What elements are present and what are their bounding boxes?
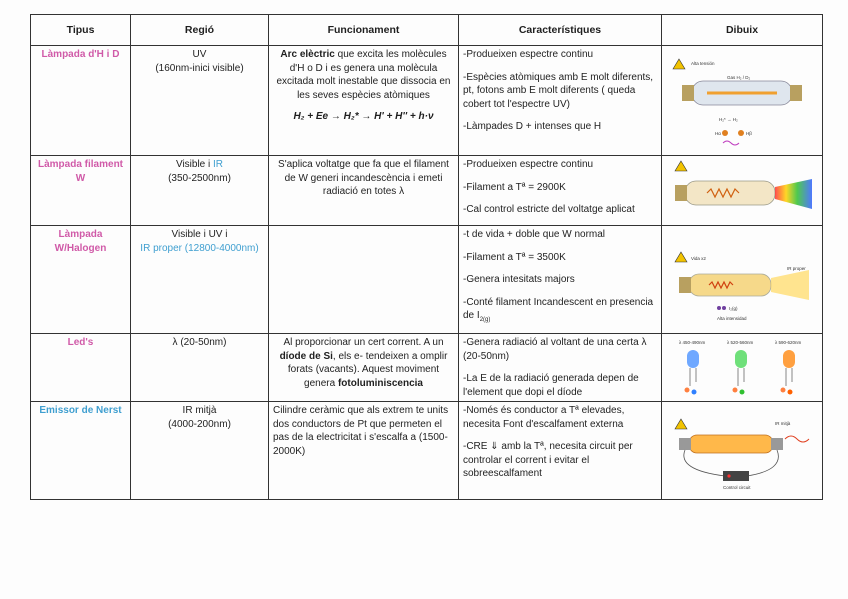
light-beam bbox=[771, 270, 809, 300]
row-type: Làmpada W/Halogen bbox=[31, 226, 131, 334]
drawing-label: Vida x2 bbox=[691, 255, 706, 261]
row-functioning-empty bbox=[269, 226, 459, 334]
row-functioning: Al proporcionar un cert corrent. A un díode de Si, els e- tendeixen a omplir forats (vacants). Aquest moviment genera fotoluminiscencia bbox=[269, 334, 459, 402]
row-functioning: S'aplica voltatge que fa que el filament de W generi incandescència i emeti radiació en totes λ bbox=[269, 156, 459, 226]
lamp-cap bbox=[682, 85, 694, 101]
warning-icon bbox=[675, 252, 687, 262]
char-item: -Filament a Tª = 2900K bbox=[463, 181, 566, 193]
region-range: (4000-200nm) bbox=[168, 418, 231, 430]
row-region: λ (20-50nm) bbox=[131, 334, 269, 402]
warning-icon bbox=[675, 419, 687, 429]
header-regio: Regió bbox=[131, 15, 269, 46]
row-functioning: Cilindre ceràmic que als extrem te units dos conductors de Pt que permeten el pas de la electricitat i s'escalfa a (1500-2000K) bbox=[269, 402, 459, 500]
table-row bbox=[31, 334, 823, 402]
header-funcionament: Funcionament bbox=[269, 15, 459, 46]
drawing-label: λ 520-560nm bbox=[727, 339, 754, 345]
char-item: -Cal control estricte del voltatge aplicat bbox=[463, 204, 635, 215]
char-item: -Produeixen espectre continu bbox=[463, 49, 594, 60]
lamp-tube bbox=[685, 181, 775, 205]
table-row bbox=[31, 402, 823, 500]
char-item: -CRE ⇓ amb la Tª, necesita circuit per controlar el corrent i evitar el sobreescalfament bbox=[463, 441, 633, 479]
atom-icon bbox=[722, 130, 728, 136]
region-range: (160nm-inici visible) bbox=[155, 62, 244, 74]
row-region bbox=[131, 402, 269, 500]
ir-wave bbox=[785, 436, 809, 442]
func-text: que excita les molècules d'H o D i es genera una molècula excitada molt inestable que dissocia en les seves espècies atòmiques bbox=[276, 49, 451, 101]
drawing-label: IR proper bbox=[787, 265, 806, 271]
spectrum-beam bbox=[775, 179, 812, 209]
drawing-leds bbox=[662, 334, 823, 402]
row-region bbox=[131, 156, 269, 226]
drawing-label: Alta intensidad bbox=[717, 315, 747, 321]
drawing-tungsten-lamp bbox=[662, 156, 823, 226]
func-highlight: fotoluminiscencia bbox=[337, 377, 423, 389]
row-type: Led's bbox=[31, 334, 131, 402]
header-row bbox=[31, 15, 823, 46]
region-line: UV bbox=[192, 49, 207, 60]
lamp-comparison-table bbox=[30, 14, 823, 500]
char-item: -Produeixen espectre continu bbox=[463, 159, 594, 170]
warning-icon bbox=[673, 59, 685, 69]
row-type: Làmpada d'H i D bbox=[31, 46, 131, 156]
char-item: -Genera intesitats majors bbox=[463, 274, 575, 285]
row-type: Làmpada filament W bbox=[31, 156, 131, 226]
char-item: -Genera radiació al voltant de una certa λ (20-50nm) bbox=[463, 337, 647, 362]
header-dibuix: Dibuix bbox=[662, 15, 823, 46]
reaction-formula: H₂ + Ee → H₂* → H' + H'' + h·ν bbox=[293, 111, 434, 122]
row-characteristics bbox=[459, 334, 662, 402]
char-item: -t de vida + doble que W normal bbox=[463, 229, 606, 240]
header-caracteristiques: Característiques bbox=[459, 15, 662, 46]
region-line: IR mitjà bbox=[182, 405, 217, 416]
drawing-nernst-emitter bbox=[662, 402, 823, 500]
led-green-icon bbox=[733, 350, 748, 395]
header-tipus: Tipus bbox=[31, 15, 131, 46]
func-highlight: díode de Si bbox=[279, 350, 333, 362]
row-region bbox=[131, 226, 269, 334]
drawing-label: Control circuit bbox=[723, 484, 751, 490]
drawing-label: I₂(g) bbox=[729, 305, 738, 311]
char-item: -Només és conductor a Tª elevades, necesita Font d'escalfament externa bbox=[463, 405, 625, 430]
region-line: Visible i UV i bbox=[171, 229, 228, 240]
func-highlight: Arc elèctric bbox=[280, 49, 335, 60]
table-row bbox=[31, 226, 823, 334]
table-row bbox=[31, 156, 823, 226]
warning-icon bbox=[675, 161, 687, 171]
drawing-halogen-lamp bbox=[662, 226, 823, 334]
lamp-tube bbox=[689, 274, 771, 296]
char-item: -Filament a Tª = 3500K bbox=[463, 251, 566, 263]
ceramic-cylinder bbox=[689, 435, 773, 453]
drawing-label: Hβ bbox=[746, 130, 752, 136]
drawing-label: λ 590-620nm bbox=[775, 339, 802, 345]
led-blue-icon bbox=[685, 350, 700, 395]
row-characteristics bbox=[459, 226, 662, 334]
region-range: IR proper (12800-4000nm) bbox=[140, 242, 259, 254]
drawing-label: Hα bbox=[715, 130, 721, 136]
char-item: -Conté filament Incandescent en presencia de $I_{2(g)}$ bbox=[463, 296, 654, 323]
drawing-label: λ 450-490nm bbox=[679, 339, 706, 345]
row-functioning bbox=[269, 46, 459, 156]
row-type: Emissor de Nerst bbox=[31, 402, 131, 500]
drawing-d2-lamp bbox=[662, 46, 823, 156]
region-line: Visible i IR bbox=[175, 159, 224, 170]
char-item: -La E de la radiació generada depen de l'element que dopi el díode bbox=[463, 373, 639, 398]
row-region bbox=[131, 46, 269, 156]
drawing-label: IR mitjà bbox=[775, 420, 791, 426]
char-item: -Espècies atòmiques amb E molt diferents, pt, fotons amb E molt diferents ( queda cobert tot l'espectre UV) bbox=[463, 71, 654, 110]
control-box bbox=[723, 471, 749, 481]
table-row bbox=[31, 46, 823, 156]
drawing-label: H₂* → H₂ bbox=[719, 116, 738, 122]
drawing-label: Gas H₂ / D₂ bbox=[727, 74, 751, 80]
drawing-label: Alta tensión bbox=[691, 60, 715, 66]
row-characteristics bbox=[459, 402, 662, 500]
row-characteristics bbox=[459, 46, 662, 156]
region-range: (350-2500nm) bbox=[168, 172, 231, 184]
char-item: -Làmpades D + intenses que H bbox=[463, 121, 602, 132]
row-characteristics bbox=[459, 156, 662, 226]
led-orange-icon bbox=[781, 350, 796, 395]
